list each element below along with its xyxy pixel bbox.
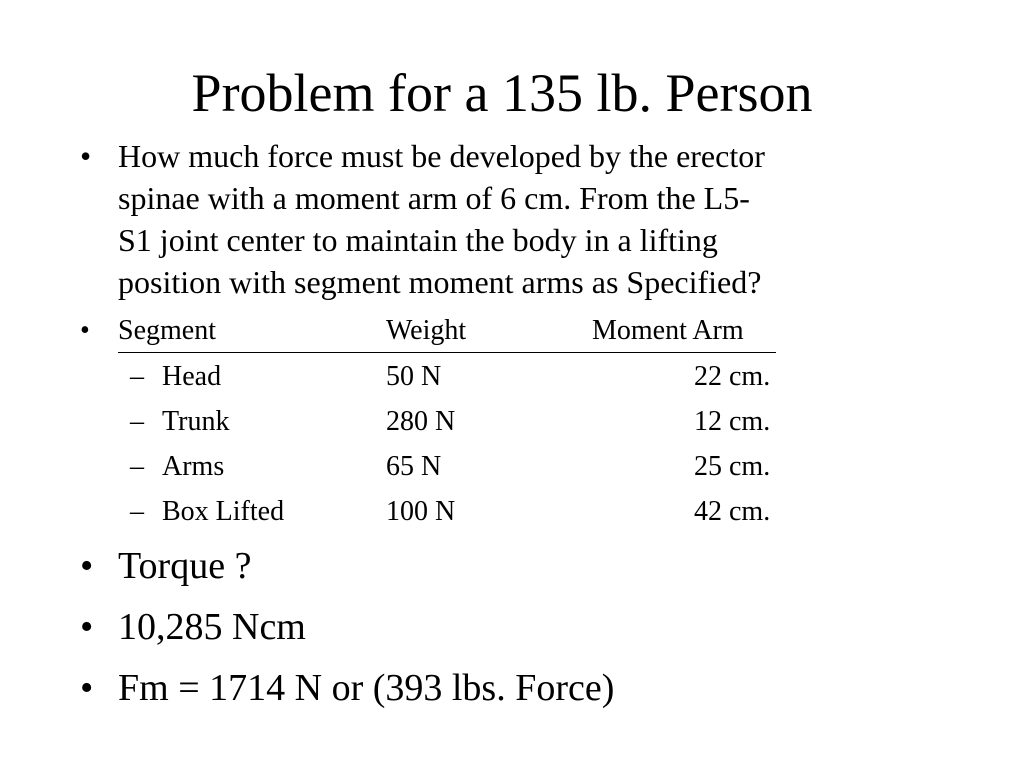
- segment-weight: 50 N: [386, 361, 442, 392]
- segment-moment-arm: 12 cm.: [694, 406, 771, 437]
- segment-name: Arms: [162, 451, 225, 482]
- question-line: spinae with a moment arm of 6 cm. From the L5-: [118, 180, 750, 216]
- segment-weight: 100 N: [386, 496, 456, 527]
- answer-torque-value: 10,285 Ncm: [118, 606, 306, 648]
- header-moment-arm: Moment Arm: [592, 315, 744, 346]
- segment-name: Trunk: [162, 406, 230, 437]
- segment-weight: 65 N: [386, 451, 442, 482]
- answer-bullet-icon: •: [80, 667, 94, 709]
- answer-bullet-icon: •: [80, 606, 94, 648]
- dash-icon: –: [130, 361, 144, 392]
- segment-moment-arm: 22 cm.: [694, 361, 771, 392]
- segment-weight: 280 N: [386, 406, 456, 437]
- table-row: [0, 493, 1024, 533]
- dash-icon: –: [130, 451, 144, 482]
- question-bullet-icon: •: [80, 138, 92, 174]
- table-row: [0, 403, 1024, 443]
- segment-moment-arm: 25 cm.: [694, 451, 771, 482]
- answer-force: Fm = 1714 N or (393 lbs. Force): [118, 667, 615, 709]
- segment-name: Head: [162, 361, 222, 392]
- question-text: [118, 135, 765, 303]
- answer-bullet-icon: •: [80, 545, 94, 587]
- table-header-bullet-icon: •: [80, 315, 90, 346]
- table-row: [0, 448, 1024, 488]
- table-row: [0, 358, 1024, 398]
- table-header-row: [118, 312, 776, 353]
- segment-moment-arm: 42 cm.: [694, 496, 771, 527]
- question-line: How much force must be developed by the erector: [118, 138, 765, 174]
- dash-icon: –: [130, 496, 144, 527]
- answer-torque: Torque ?: [118, 545, 252, 587]
- question-line: S1 joint center to maintain the body in a lifting: [118, 222, 718, 258]
- question-line: position with segment moment arms as Specified?: [118, 264, 762, 300]
- header-weight: Weight: [386, 315, 467, 346]
- dash-icon: –: [130, 406, 144, 437]
- segment-name: Box Lifted: [162, 496, 285, 527]
- header-segment: Segment: [118, 315, 216, 346]
- slide-title: Problem for a 135 lb. Person: [191, 63, 813, 123]
